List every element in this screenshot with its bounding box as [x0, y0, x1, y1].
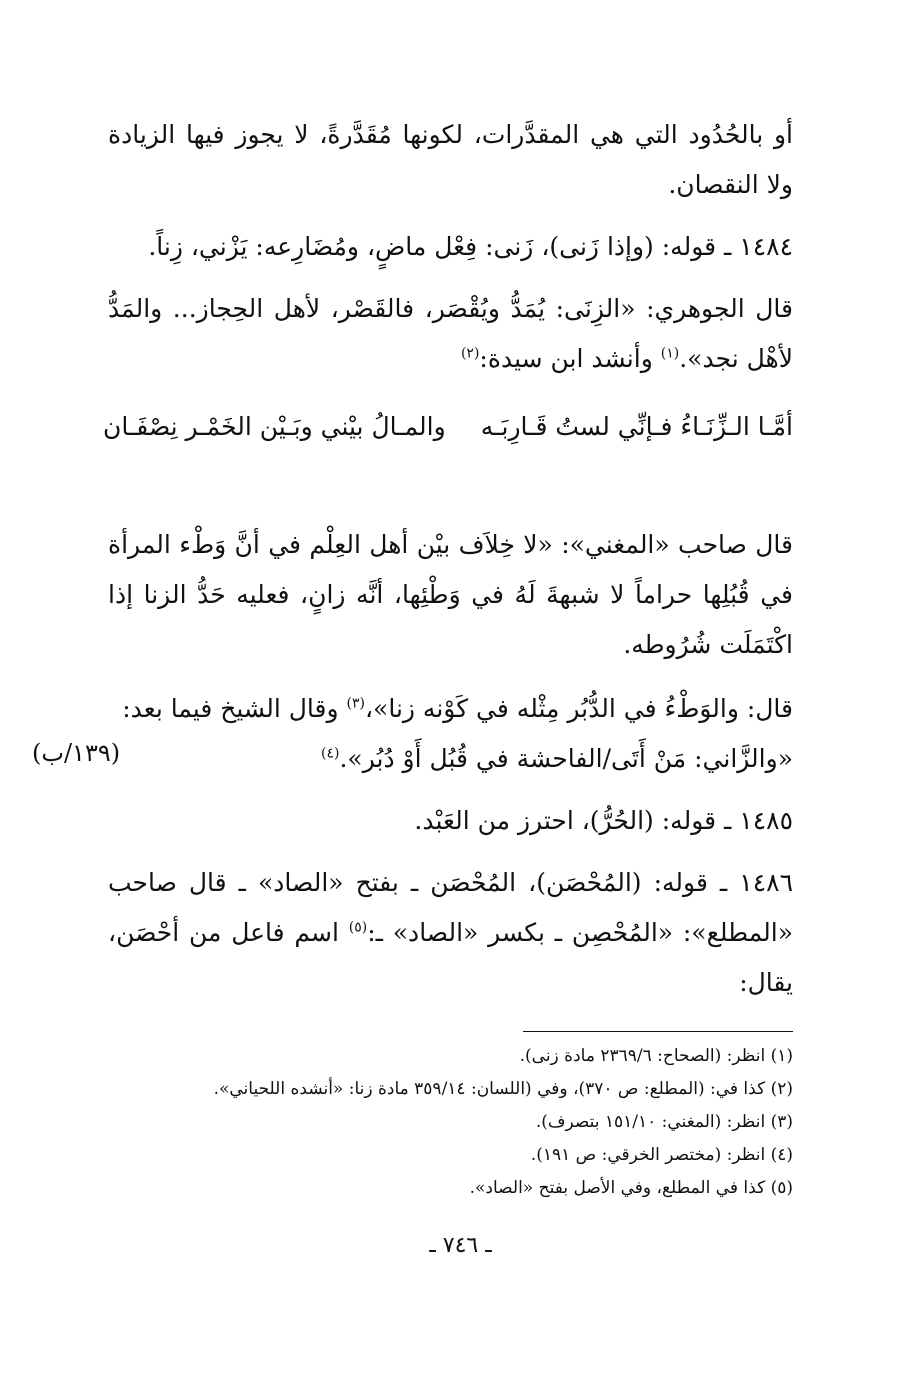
footnote-ref-5: (٥): [348, 919, 368, 936]
entry-1485: ١٤٨٥ ـ قوله: (الحُرُّ)، احترز من العَبْد.: [414, 806, 793, 835]
footnote-separator: [523, 1031, 793, 1032]
dubur-line-2: [108, 734, 793, 784]
verse-first-hemistich: أمَّـا الـزِّنَـاءُ فـإنِّي لستُ قَـارِبَـه: [480, 412, 793, 441]
dubur-line-1-tail: وقال الشيخ فيما بعد:: [122, 694, 347, 723]
entry-1484: ١٤٨٤ ـ قوله: (وإذا زَنى)، زَنى: فِعْل ماضٍ، ومُضَارِعه: يَزْني، زِناً.: [148, 232, 793, 261]
dubur-line-1: [108, 684, 793, 734]
paragraph-1: أو بالحُدُود التي هي المقدَّرات، لكونها مُقَدَّرةً، لا يجوز فيها الزيادة ولا النقصان.: [108, 120, 793, 199]
page-number: ـ ٧٤٦ ـ: [429, 1233, 492, 1258]
verse-second-hemistich: والمـالُ بيْني وبَـيْن الخَمْـر نِصْفَـان: [103, 412, 446, 441]
footnote-ref-1: (١): [660, 345, 680, 362]
dubur-line-1-text: قال: والوَطْءُ في الدُّبُر مِثْله في كَوْنه زنا»،: [364, 694, 793, 723]
jawhari-quote-tail: وأنشد ابن سيدة:: [479, 344, 661, 373]
footnote-1: (١) انظر: (الصحاح: ٢٣٦٩/٦ مادة زنى).: [519, 1046, 793, 1066]
poetry-verse: [103, 402, 793, 452]
footnote-3: (٣) انظر: (المغني: ١٥١/١٠ بتصرف).: [535, 1112, 793, 1132]
footnote-ref-2: (٢): [460, 345, 480, 362]
footnote-4: (٤) انظر: (مختصر الخرقي: ص ١٩١).: [530, 1145, 793, 1165]
footnote-ref-4: (٤): [321, 745, 340, 762]
margin-folio-reference: (١٣٩/ب): [32, 739, 121, 767]
footnote-ref-3: (٣): [346, 695, 365, 712]
jawhari-quote-text: قال الجوهري: «الزِنَى: يُمَدُّ ويُقْصَر، فالقَصْر، لأهل الحِجاز... والمَدُّ لأهْل نجد».: [108, 294, 793, 373]
paragraph-mughni-quote: قال صاحب «المغني»: «لا خِلاَف بيْن أهل العِلْم في أنَّ وَطْء المرأة في قُبُلِها حراماً لا شبهةَ لَهُ في وَطْئِها، أنَّه زانٍ، فعليه حَدُّ الزنا إذا اكْتَمَلَت شُرُوطه.: [108, 530, 793, 659]
footnote-2: (٢) كذا في: (المطلع: ص ٣٧٠)، وفي (اللسان: ٣٥٩/١٤ مادة زنا: «أنشده اللحياني».: [213, 1079, 793, 1099]
dubur-line-2-text: «والزَّاني: مَنْ أَتَى/الفاحشة في قُبُل أَوْ دُبُر».: [339, 744, 793, 773]
entry-1486-text: ١٤٨٦ ـ قوله: (المُحْصَن)، المُحْصَن ـ بفتح «الصاد» ـ قال صاحب «المطلع»: «المُحْصِن ـ بكسر «الصاد» ـ:: [108, 868, 794, 947]
entry-1486-tail: اسم فاعل من أحْصَن، يقال:: [108, 918, 793, 997]
paragraph-jawhari-quote: [108, 284, 793, 384]
entry-1486: [108, 858, 793, 1008]
paragraph-dubur: [108, 684, 793, 784]
footnotes: [103, 1040, 793, 1205]
footnote-5: (٥) كذا في المطلع، وفي الأصل بفتح «الصاد».: [469, 1178, 793, 1198]
